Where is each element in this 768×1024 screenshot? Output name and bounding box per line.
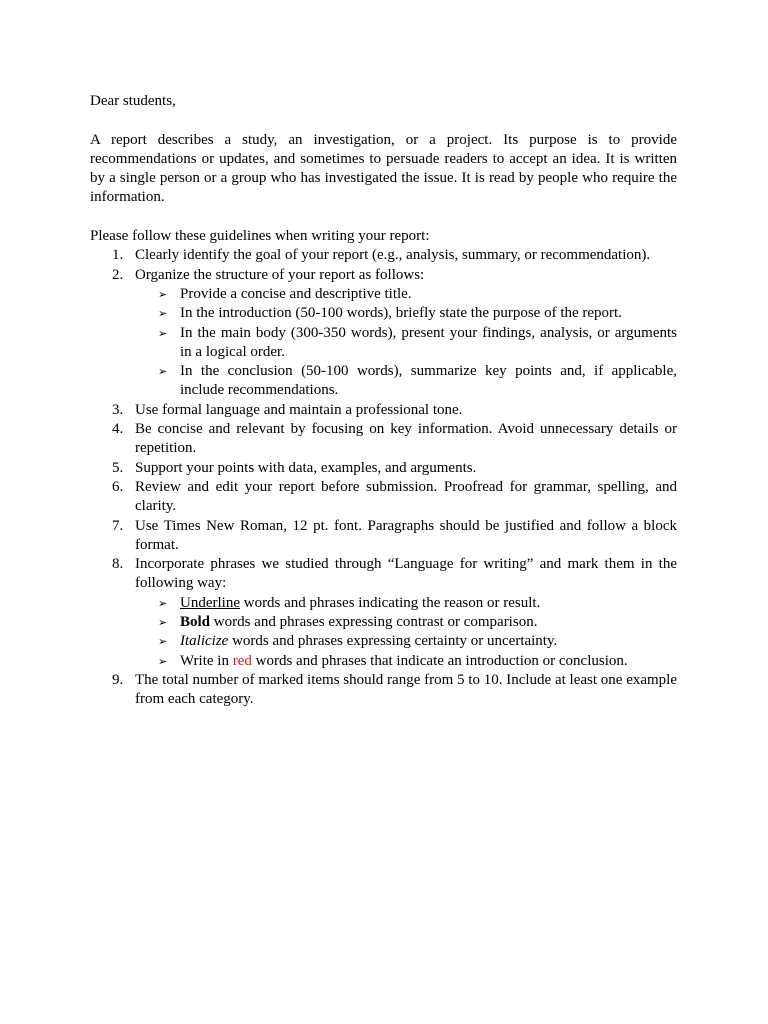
sublist-item (135, 594, 677, 613)
spacer (90, 111, 677, 130)
sublist-item (135, 285, 677, 304)
guidelines-list (90, 246, 677, 709)
item-text: Use formal language and maintain a professional tone. (135, 401, 463, 418)
sublist-item (135, 324, 677, 363)
spacer (90, 208, 677, 227)
list-item (90, 555, 677, 671)
arrowhead-bullet-icon: ➢ (158, 635, 168, 649)
sub-item-text: words and phrases expressing contrast or comparison. (210, 614, 538, 631)
sublist-item (135, 613, 677, 632)
sub-item-text: words and phrases that indicate an introduction or conclusion. (251, 652, 628, 669)
italic-keyword: Italicize (180, 633, 229, 650)
bold-keyword: Bold (180, 614, 211, 631)
item-number: 2. (112, 266, 124, 283)
list-item (90, 420, 677, 459)
item-number: 1. (112, 247, 124, 264)
item-text: Organize the structure of your report as follows: (135, 266, 425, 283)
item-number: 9. (112, 671, 124, 688)
list-item (90, 671, 677, 710)
sub-item-text: Provide a concise and descriptive title. (180, 285, 412, 302)
arrowhead-bullet-icon: ➢ (158, 307, 168, 321)
list-item (90, 478, 677, 517)
item-text: Clearly identify the goal of your report (e.g., analysis, summary, or recommendation). (135, 247, 651, 264)
item-number: 7. (112, 517, 124, 534)
item-number: 8. (112, 556, 124, 573)
sub-item-text: In the introduction (50-100 words), briefly state the purpose of the report. (180, 305, 622, 322)
structure-sublist (135, 285, 677, 401)
list-item (90, 246, 677, 265)
arrowhead-bullet-icon: ➢ (158, 365, 168, 379)
item-text: Review and edit your report before submission. Proofread for grammar, spelling, and clarity. (135, 478, 677, 515)
item-number: 3. (112, 401, 124, 418)
arrowhead-bullet-icon: ➢ (158, 654, 168, 668)
sub-item-text: words and phrases indicating the reason or result. (239, 594, 541, 611)
item-number: 6. (112, 478, 124, 495)
document-page (90, 92, 677, 710)
greeting: Dear students, (90, 93, 176, 109)
sublist-item (135, 362, 677, 401)
list-item (90, 459, 677, 478)
sublist-item (135, 304, 677, 323)
sublist-item (135, 632, 677, 651)
list-item (90, 266, 677, 401)
sublist-item (135, 652, 677, 671)
underline-keyword: Underline (180, 594, 240, 611)
arrowhead-bullet-icon: ➢ (158, 596, 168, 610)
arrowhead-bullet-icon: ➢ (158, 326, 168, 340)
arrowhead-bullet-icon: ➢ (158, 287, 168, 301)
sub-item-text: words and phrases expressing certainty or uncertainty. (228, 633, 558, 650)
item-number: 4. (112, 421, 124, 438)
sub-item-text: In the conclusion (50-100 words), summarize key points and, if applicable, include recommendations. (180, 363, 677, 399)
marking-sublist (135, 594, 677, 671)
guidelines-lead: Please follow these guidelines when writing your report: (90, 228, 430, 245)
red-keyword: red (232, 652, 252, 669)
sub-item-prefix: Write in (180, 652, 233, 669)
list-item (90, 517, 677, 556)
sub-item-text: In the main body (300-350 words), present your findings, analysis, or arguments in a logical order. (180, 324, 677, 360)
item-text: The total number of marked items should range from 5 to 10. Include at least one example from each category. (135, 671, 677, 708)
item-text: Incorporate phrases we studied through “Language for writing” and mark them in the following way: (135, 556, 677, 592)
item-text: Be concise and relevant by focusing on key information. Avoid unnecessary details or repetition. (135, 421, 677, 457)
item-text: Use Times New Roman, 12 pt. font. Paragraphs should be justified and follow a block format. (135, 517, 677, 553)
item-text: Support your points with data, examples, and arguments. (135, 459, 477, 476)
intro-paragraph: A report describes a study, an investigation, or a project. Its purpose is to provide recommendations or updates, and sometimes to persuade readers to accept an idea. It is written by a single person or a group who has investigated the issue. It is read by people who require the information. (90, 131, 677, 206)
item-number: 5. (112, 459, 124, 476)
arrowhead-bullet-icon: ➢ (158, 616, 168, 630)
list-item (90, 401, 677, 420)
